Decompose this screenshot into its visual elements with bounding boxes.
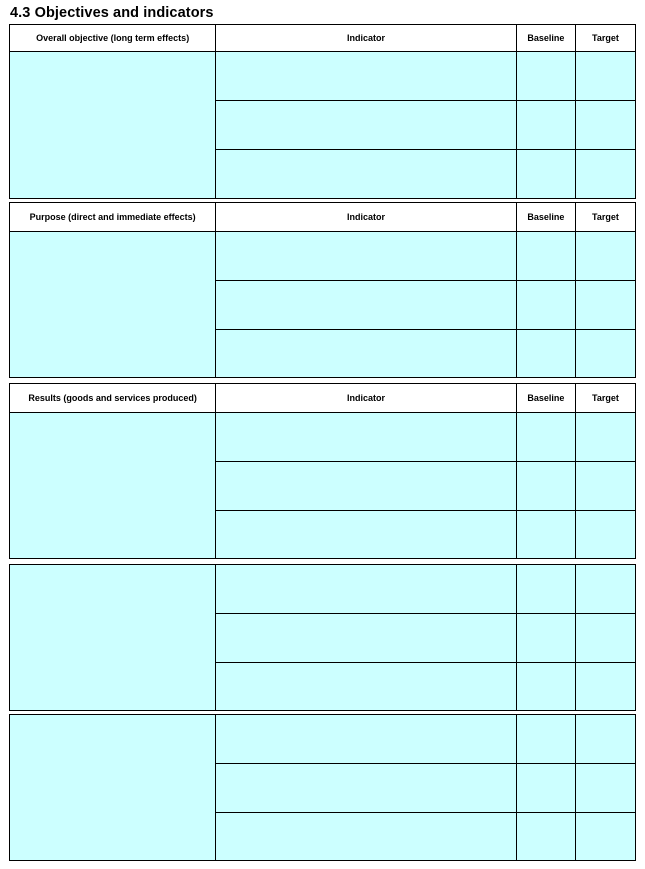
target-cell[interactable] (575, 715, 635, 764)
purpose-column-header: Purpose (direct and immediate effects) (10, 203, 216, 232)
baseline-cell[interactable] (516, 281, 575, 330)
indicator-column-header: Indicator (216, 25, 516, 52)
baseline-cell[interactable] (516, 663, 575, 711)
table-row (10, 413, 636, 462)
target-cell[interactable] (575, 511, 635, 559)
baseline-cell[interactable] (516, 511, 575, 559)
indicator-column-header: Indicator (216, 384, 516, 413)
table-header-row (10, 203, 636, 232)
target-column-header: Target (575, 203, 635, 232)
indicator-column-header: Indicator (216, 203, 516, 232)
baseline-cell[interactable] (516, 101, 575, 150)
baseline-cell[interactable] (516, 614, 575, 663)
indicator-cell[interactable] (216, 101, 516, 150)
indicator-cell[interactable] (216, 511, 516, 559)
baseline-cell[interactable] (516, 150, 575, 199)
objective-cell[interactable] (10, 52, 216, 199)
indicator-cell[interactable] (216, 330, 516, 378)
indicator-cell[interactable] (216, 565, 516, 614)
result-cell[interactable] (10, 413, 216, 559)
target-column-header: Target (575, 384, 635, 413)
target-cell[interactable] (575, 413, 635, 462)
purpose-table (9, 202, 636, 378)
baseline-column-header: Baseline (516, 203, 575, 232)
result-cell[interactable] (10, 565, 216, 711)
target-cell[interactable] (575, 281, 635, 330)
baseline-cell[interactable] (516, 52, 575, 101)
target-column-header: Target (575, 25, 635, 52)
target-cell[interactable] (575, 813, 635, 861)
page-title: 4.3 Objectives and indicators (10, 5, 214, 21)
results-column-header: Results (goods and services produced) (10, 384, 216, 413)
overall-objective-table (9, 24, 636, 199)
table-row (10, 565, 636, 614)
purpose-cell[interactable] (10, 232, 216, 378)
target-cell[interactable] (575, 565, 635, 614)
target-cell[interactable] (575, 663, 635, 711)
target-cell[interactable] (575, 150, 635, 199)
target-cell[interactable] (575, 614, 635, 663)
target-cell[interactable] (575, 764, 635, 813)
target-cell[interactable] (575, 52, 635, 101)
baseline-cell[interactable] (516, 565, 575, 614)
indicator-cell[interactable] (216, 764, 516, 813)
indicator-cell[interactable] (216, 663, 516, 711)
table-header-row (10, 384, 636, 413)
indicator-cell[interactable] (216, 52, 516, 101)
baseline-cell[interactable] (516, 462, 575, 511)
indicator-cell[interactable] (216, 281, 516, 330)
indicator-cell[interactable] (216, 462, 516, 511)
indicator-cell[interactable] (216, 813, 516, 861)
table-header-row (10, 25, 636, 52)
indicator-cell[interactable] (216, 150, 516, 199)
result-cell[interactable] (10, 715, 216, 861)
baseline-cell[interactable] (516, 330, 575, 378)
table-row (10, 715, 636, 764)
target-cell[interactable] (575, 462, 635, 511)
target-cell[interactable] (575, 330, 635, 378)
objective-column-header: Overall objective (long term effects) (10, 25, 216, 52)
indicator-cell[interactable] (216, 715, 516, 764)
table-row (10, 52, 636, 101)
target-cell[interactable] (575, 101, 635, 150)
baseline-cell[interactable] (516, 813, 575, 861)
indicator-cell[interactable] (216, 614, 516, 663)
baseline-cell[interactable] (516, 715, 575, 764)
baseline-column-header: Baseline (516, 25, 575, 52)
baseline-cell[interactable] (516, 764, 575, 813)
results-table (9, 383, 636, 559)
baseline-cell[interactable] (516, 413, 575, 462)
indicator-cell[interactable] (216, 232, 516, 281)
target-cell[interactable] (575, 232, 635, 281)
additional-result-table-1 (9, 564, 636, 711)
table-row (10, 232, 636, 281)
indicator-cell[interactable] (216, 413, 516, 462)
baseline-column-header: Baseline (516, 384, 575, 413)
baseline-cell[interactable] (516, 232, 575, 281)
additional-result-table-2 (9, 714, 636, 861)
